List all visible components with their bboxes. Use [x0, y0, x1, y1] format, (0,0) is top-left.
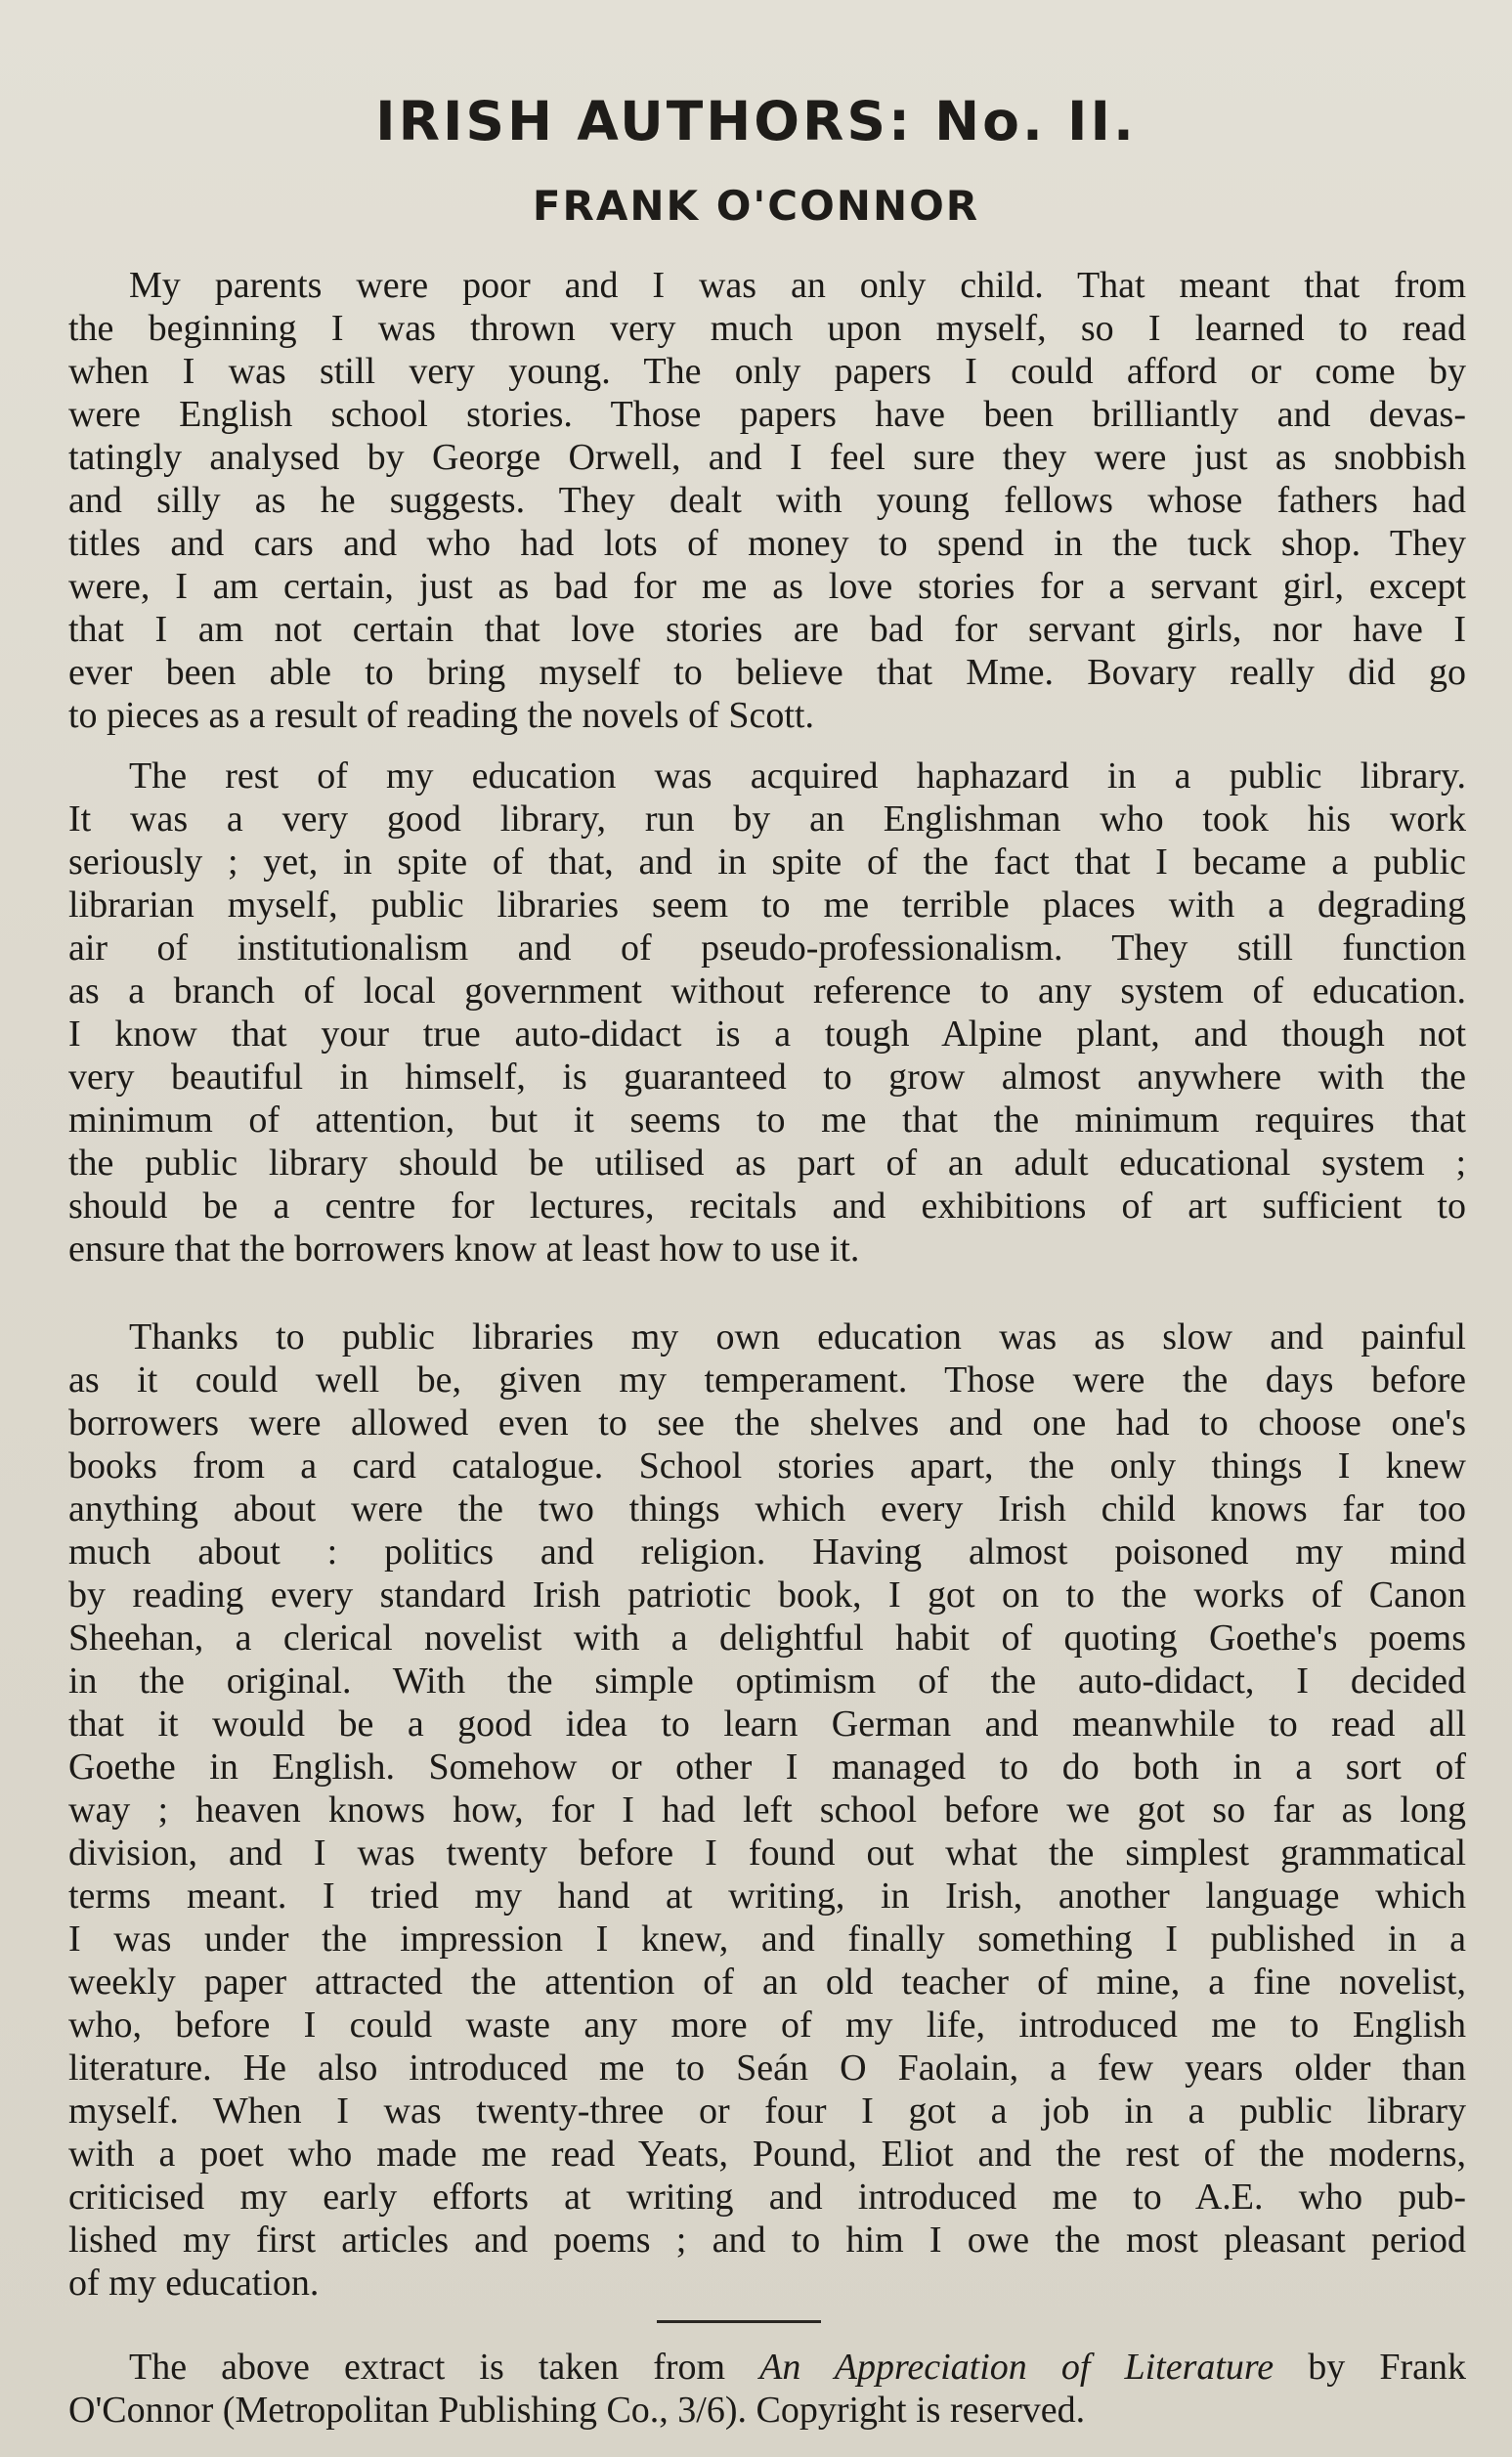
author-name: FRANK O'CONNOR: [532, 182, 980, 230]
text-line: as it could well be, given my temperament. Those were the days before: [68, 1359, 1466, 1401]
text-line: were, I am certain, just as bad for me as love stories for a servant girl, except: [68, 566, 1466, 607]
text-line: books from a card catalogue. School stories apart, the only things I knew: [68, 1445, 1466, 1487]
text-line: librarian myself, public libraries seem to me terrible places with a degrading: [68, 884, 1466, 926]
text-line: titles and cars and who had lots of money to spend in the tuck shop. They: [68, 523, 1466, 564]
text-line: division, and I was twenty before I found out what the simplest grammatical: [68, 1832, 1466, 1874]
text-line: It was a very good library, run by an Englishman who took his work: [68, 798, 1466, 840]
text-line: anything about were the two things which every Irish child knows far too: [68, 1488, 1466, 1530]
text-line: criticised my early efforts at writing and introduced me to A.E. who pub-: [68, 2177, 1466, 2218]
text-line: that it would be a good idea to learn German and meanwhile to read all: [68, 1703, 1466, 1745]
text-line: Sheehan, a clerical novelist with a delightful habit of quoting Goethe's poems: [68, 1617, 1466, 1659]
text-line: terms meant. I tried my hand at writing, in Irish, another language which: [68, 1875, 1466, 1917]
credit-text: by Frank: [1274, 2347, 1466, 2388]
text-line: minimum of attention, but it seems to me that the minimum requires that: [68, 1099, 1466, 1141]
text-line: myself. When I was twenty-three or four I got a job in a public library: [68, 2091, 1466, 2132]
text-line: lished my first articles and poems ; and to him I owe the most pleasant period: [68, 2220, 1466, 2261]
source-credit: [68, 2346, 1466, 2432]
text-line: borrowers were allowed even to see the shelves and one had to choose one's: [68, 1402, 1466, 1444]
paragraph-1: [68, 264, 1466, 737]
text-line: that I am not certain that love stories are bad for servant girls, nor have I: [68, 609, 1466, 650]
text-line: with a poet who made me read Yeats, Pound, Eliot and the rest of the moderns,: [68, 2134, 1466, 2175]
text-line: when I was still very young. The only papers I could afford or come by: [68, 351, 1466, 392]
paragraph-2: [68, 754, 1466, 1271]
text-line: weekly paper attracted the attention of an old teacher of mine, a fine novelist,: [68, 1961, 1466, 2003]
text-line: The rest of my education was acquired haphazard in a public library.: [129, 755, 1466, 797]
text-line: Goethe in English. Somehow or other I managed to do both in a sort of: [68, 1746, 1466, 1788]
text-line: seriously ; yet, in spite of that, and in spite of the fact that I became a public: [68, 841, 1466, 883]
credit-text: The above extract is taken from: [129, 2347, 760, 2388]
book-title: An Appreciation of Literature: [759, 2347, 1274, 2388]
text-line: the public library should be utilised as part of an adult educational system ;: [68, 1142, 1466, 1184]
text-line: as a branch of local government without reference to any system of education.: [68, 970, 1466, 1012]
text-line: by reading every standard Irish patriotic book, I got on to the works of Canon: [68, 1574, 1466, 1616]
text-line: were English school stories. Those papers have been brilliantly and devas-: [68, 394, 1466, 435]
credit-line: [68, 2346, 1466, 2389]
text-line: My parents were poor and I was an only child. That meant that from: [129, 265, 1466, 306]
text-line: ensure that the borrowers know at least how to use it.: [68, 1228, 860, 1270]
text-line: to pieces as a result of reading the novels of Scott.: [68, 695, 814, 736]
text-line: the beginning I was thrown very much upon myself, so I learned to read: [68, 308, 1466, 349]
text-line: air of institutionalism and of pseudo-professionalism. They still function: [68, 927, 1466, 969]
text-line: of my education.: [68, 2263, 320, 2304]
text-line: literature. He also introduced me to Seán O Faolain, a few years older than: [68, 2048, 1466, 2089]
paragraph-3: [68, 1315, 1466, 2305]
section-divider: [657, 2320, 821, 2323]
text-line: I was under the impression I knew, and finally something I published in a: [68, 1918, 1466, 1960]
text-line: tatingly analysed by George Orwell, and I feel sure they were just as snobbish: [68, 437, 1466, 478]
text-line: Thanks to public libraries my own education was as slow and painful: [129, 1316, 1466, 1358]
text-line: ever been able to bring myself to believe that Mme. Bovary really did go: [68, 652, 1466, 693]
text-line: I know that your true auto-didact is a tough Alpine plant, and though not: [68, 1013, 1466, 1055]
text-line: much about : politics and religion. Having almost poisoned my mind: [68, 1531, 1466, 1573]
credit-line: O'Connor (Metropolitan Publishing Co., 3/6). Copyright is reserved.: [68, 2390, 1086, 2431]
text-line: and silly as he suggests. They dealt with young fellows whose fathers had: [68, 480, 1466, 521]
page-title: IRISH AUTHORS: No. II.: [375, 90, 1137, 152]
text-line: who, before I could waste any more of my life, introduced me to English: [68, 2004, 1466, 2046]
text-line: in the original. With the simple optimism of the auto-didact, I decided: [68, 1660, 1466, 1702]
text-line: should be a centre for lectures, recitals and exhibitions of art sufficient to: [68, 1185, 1466, 1227]
text-line: very beautiful in himself, is guaranteed to grow almost anywhere with the: [68, 1056, 1466, 1098]
text-line: way ; heaven knows how, for I had left school before we got so far as long: [68, 1789, 1466, 1831]
